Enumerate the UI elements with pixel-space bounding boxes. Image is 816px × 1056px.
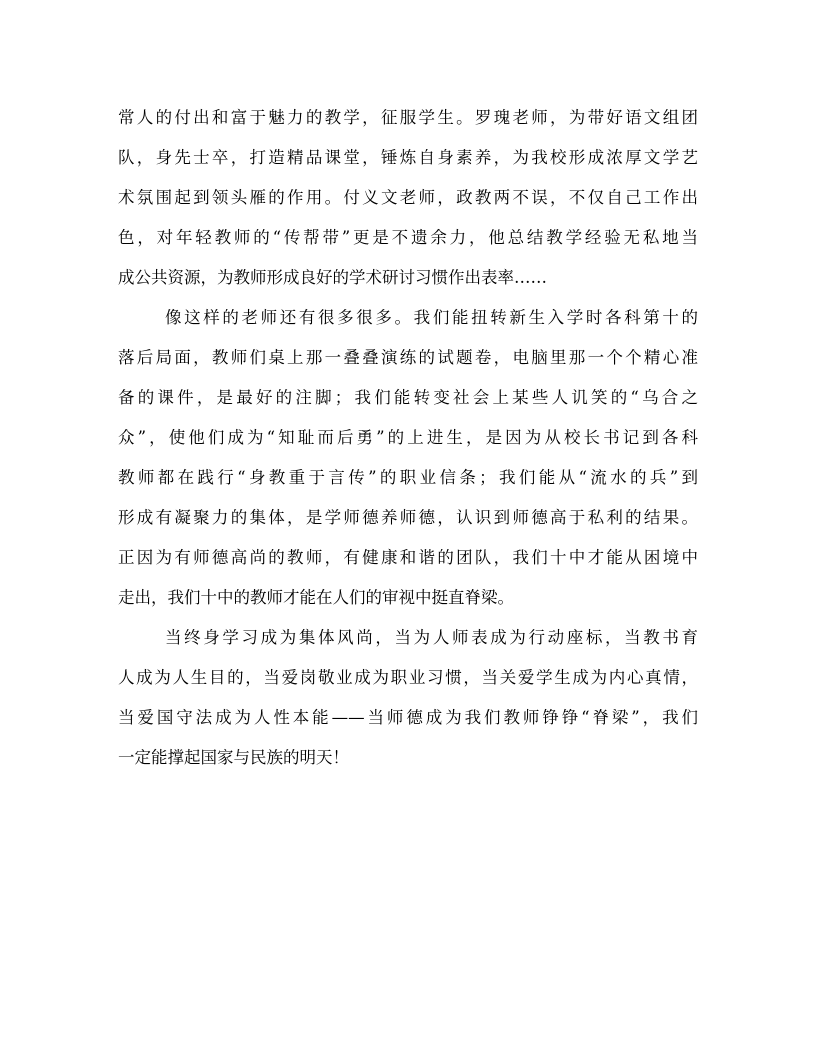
body-text — [118, 98, 698, 778]
text-line: 走出，我们十中的教师才能在人们的审视中挺直脊梁。 — [118, 588, 514, 607]
paragraph-1 — [118, 98, 698, 298]
text-line: 形成有凝聚力的集体，是学师德养师德，认识到师德高于私利的结果。 — [118, 508, 698, 527]
text-line: 人成为人生目的，当爱岗敬业成为职业习惯，当关爱学生成为内心真情， — [118, 668, 698, 687]
text-line: 众”，使他们成为“知耻而后勇”的上进生，是因为从校长书记到各科 — [118, 428, 698, 447]
text-line: 常人的付出和富于魅力的教学，征服学生。罗瑰老师，为带好语文组团 — [118, 108, 698, 127]
text-line: 教师都在践行“身教重于言传”的职业信条；我们能从“流水的兵”到 — [118, 468, 698, 487]
text-line: 成公共资源，为教师形成良好的学术研讨习惯作出表率…… — [118, 268, 547, 287]
text-line: 一定能撑起国家与民族的明天！ — [118, 748, 349, 767]
text-line: 色，对年轻教师的“传帮带”更是不遗余力，他总结教学经验无私地当 — [118, 228, 698, 247]
text-line: 像这样的老师还有很多很多。我们能扭转新生入学时各科第十的 — [165, 308, 698, 327]
text-line: 正因为有师德高尚的教师，有健康和谐的团队，我们十中才能从困境中 — [118, 548, 698, 567]
text-line: 术氛围起到领头雁的作用。付义文老师，政教两不误，不仅自己工作出 — [118, 188, 698, 207]
text-line: 队，身先士卒，打造精品课堂，锤炼自身素养，为我校形成浓厚文学艺 — [118, 148, 698, 167]
paragraph-2 — [118, 298, 698, 618]
text-line: 当爱国守法成为人性本能——当师德成为我们教师铮铮“脊梁”，我们 — [118, 708, 698, 727]
paragraph-3 — [118, 618, 698, 778]
text-line: 落后局面，教师们桌上那一叠叠演练的试题卷，电脑里那一个个精心准 — [118, 348, 698, 367]
text-line: 当终身学习成为集体风尚，当为人师表成为行动座标，当教书育 — [165, 628, 698, 647]
text-line: 备的课件，是最好的注脚；我们能转变社会上某些人讥笑的“乌合之 — [118, 388, 698, 407]
